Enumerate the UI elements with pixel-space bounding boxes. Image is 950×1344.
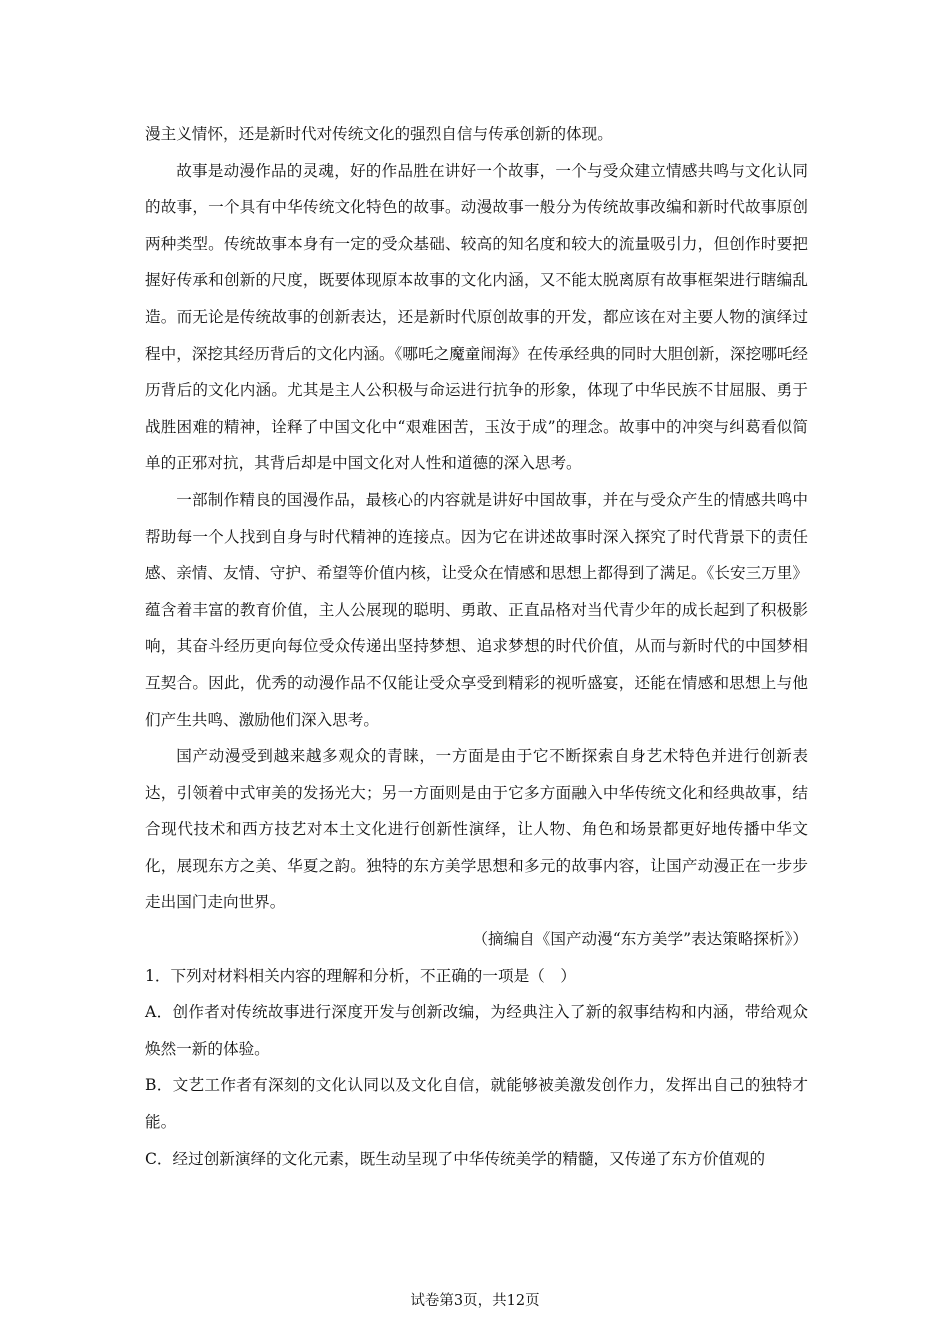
paragraph-story-soul: 故事是动漫作品的灵魂，好的作品胜在讲好一个故事，一个与受众建立情感共鸣与文化认同的故事，一个具有中华传统文化特色的故事。动漫故事一般分为传统故事改编和新时代故事原创两种类型。传统故事本身有一定的受众基础、较高的知名度和较大的流量吸引力，但创作时要把握好传承和创新的尺度，既要体现原本故事的文化内涵，又不能太脱离原有故事框架进行瞎编乱造。而无论是传统故事的创新表达，还是新时代原创故事的开发，都应该在对主要人物的演绎过程中，深挖其经历背后的文化内涵。《哪吒之魔童闹海》在传承经典的同时大胆创新，深挖哪吒经历背后的文化内涵。尤其是主人公积极与命运进行抗争的形象，体现了中华民族不甘屈服、勇于战胜困难的精神，诠释了中国文化中“艰难困苦，玉汝于成”的理念。故事中的冲突与纠葛看似简单的正邪对抗，其背后却是中国文化对人性和道德的深入思考。 (145, 161, 808, 473)
page-footer: 试卷第3页，共12页 (410, 1293, 540, 1309)
paragraph-going-global: 国产动漫受到越来越多观众的青睐，一方面是由于它不断探索自身艺术特色并进行创新表达，引领着中式审美的发扬光大；另一方面则是由于它多方面融入中华传统文化和经典故事，结合现代技术和西方技艺对本土文化进行创新性演绎，让人物、角色和场景都更好地传播中华文化，展现东方之美、华夏之韵。独特的东方美学思想和多元的故事内容，让国产动漫正在一步步走出国门走向世界。 (145, 747, 808, 912)
article-body (145, 116, 808, 1177)
option-b: B．文艺工作者有深刻的文化认同以及文化自信，就能够被美激发创作力，发挥出自己的独特才能。 (145, 1076, 808, 1132)
source-citation: （摘编自《国产动漫“东方美学”表达策略探析》） (472, 930, 808, 949)
option-c: C．经过创新演绎的文化元素，既生动呈现了中华传统美学的精髓，又传递了东方价值观的 (145, 1149, 766, 1168)
option-a: A．创作者对传统故事进行深度开发与创新改编，为经典注入了新的叙事结构和内涵，带给观众焕然一新的体验。 (145, 1003, 808, 1058)
paragraph-continued: 漫主义情怀，还是新时代对传统文化的强烈自信与传承创新的体现。 (145, 125, 613, 143)
question-stem: 1．下列对材料相关内容的理解和分析，不正确的一项是（ ） (145, 966, 576, 985)
paragraph-chinese-story: 一部制作精良的国漫作品，最核心的内容就是讲好中国故事，并在与受众产生的情感共鸣中帮助每一个人找到自身与时代精神的连接点。因为它在讲述故事时深入探究了时代背景下的责任感、亲情、友情、守护、希望等价值内核，让受众在情感和思想上都得到了满足。《长安三万里》蕴含着丰富的教育价值，主人公展现的聪明、勇敢、正直品格对当代青少年的成长起到了积极影响，其奋斗经历更向每位受众传递出坚持梦想、追求梦想的时代价值，从而与新时代的中国梦相互契合。因此，优秀的动漫作品不仅能让受众享受到精彩的视听盛宴，还能在情感和思想上与他们产生共鸣、激励他们深入思考。 (145, 490, 808, 729)
